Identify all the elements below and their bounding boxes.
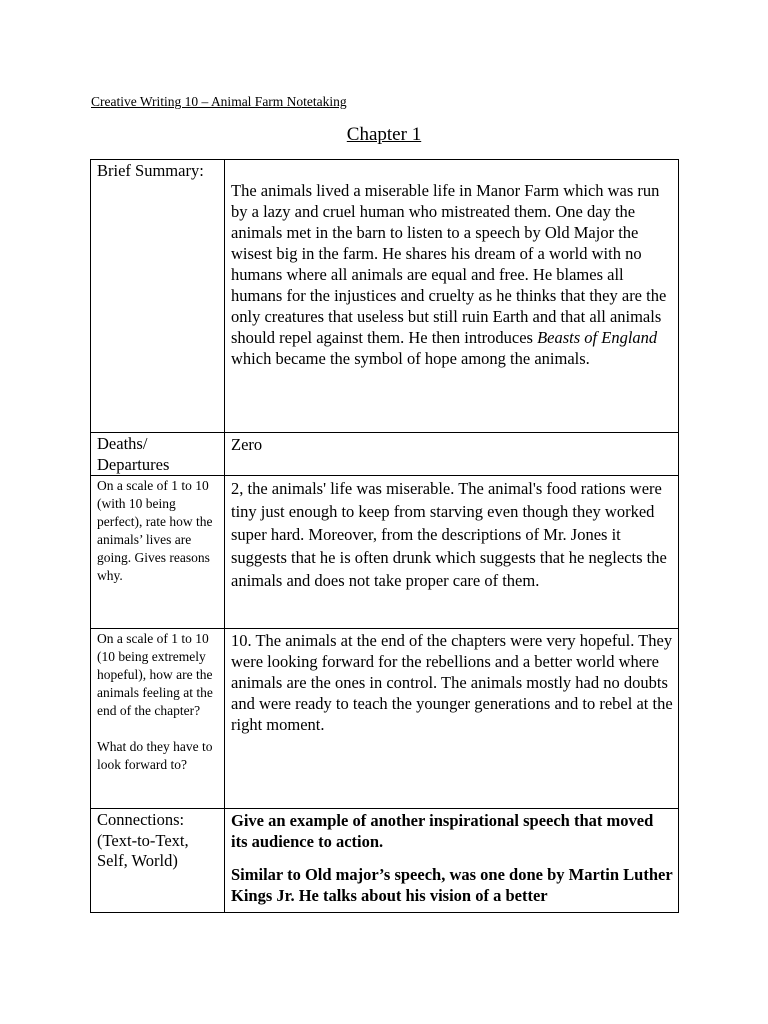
- table-row-hope-rating: [91, 629, 679, 809]
- summary-label-cell: [91, 160, 225, 433]
- table-row-lives-rating: [91, 476, 679, 629]
- song-title: Beasts of England: [537, 328, 658, 347]
- connections-answer-cell: [225, 809, 679, 913]
- hope-rating-text: 10. The animals at the end of the chapters were very hopeful. They were looking forward for the rebellions and a better world where animals are the ones in control. The animals mostly had no doubts and were ready to teach the younger generations and to rebel at the right moment.: [231, 631, 673, 734]
- table-row-deaths: [91, 433, 679, 476]
- summary-label: Brief Summary:: [97, 161, 204, 180]
- deaths-label-cell: [91, 433, 225, 476]
- lives-rating-answer-cell: [225, 476, 679, 629]
- connections-label: Connections: (Text-to-Text, Self, World): [97, 810, 189, 870]
- lives-rating-label-cell: [91, 476, 225, 629]
- connections-prompt: Give an example of another inspirational speech that moved its audience to action.: [231, 811, 654, 851]
- connections-answer: Similar to Old major’s speech, was one done by Martin Luther Kings Jr. He talks about his vision of a better: [231, 865, 673, 905]
- hope-rating-answer-cell: [225, 629, 679, 809]
- hope-rating-label-cell: [91, 629, 225, 809]
- deaths-answer-cell: [225, 433, 679, 476]
- hope-rating-label: On a scale of 1 to 10 (10 being extremely hopeful), how are the animals feeling at the end of the chapter?: [97, 631, 213, 718]
- deaths-text: Zero: [231, 435, 263, 454]
- summary-text: The animals lived a miserable life in Manor Farm which was run by a lazy and cruel human who mistreated them. One day the animals met in the barn to listen to a speech by Old Major the wisest big in the farm. He shares his dream of a world with no humans where all animals are equal and free. He blames all humans for the injustices and cruelty as he thinks that they are the only creatures that useless but still ruin Earth and that all animals should repel against them. He then introduces Beasts of England which became the symbol of hope among the animals.: [231, 181, 667, 368]
- table-row-summary: [91, 160, 679, 433]
- notes-table: [90, 159, 679, 913]
- lives-rating-text: 2, the animals' life was miserable. The animal's food rations were tiny just enough to keep from starving even though they worked super hard. Moreover, from the descriptions of Mr. Jones it suggests that he is often drunk which suggests that he neglects the animals and does not take proper care of them.: [231, 479, 667, 590]
- table-row-connections: [91, 809, 679, 913]
- connections-label-cell: [91, 809, 225, 913]
- summary-answer-cell: [225, 160, 679, 433]
- course-title: Creative Writing 10 – Animal Farm Notetaking: [91, 94, 347, 109]
- deaths-label: Deaths/ Departures: [97, 434, 170, 474]
- hope-rating-question: What do they have to look forward to?: [97, 739, 213, 772]
- chapter-title: Chapter 1: [346, 124, 422, 145]
- lives-rating-label: On a scale of 1 to 10 (with 10 being perfect), rate how the animals’ lives are going. Gives reasons why.: [97, 478, 213, 583]
